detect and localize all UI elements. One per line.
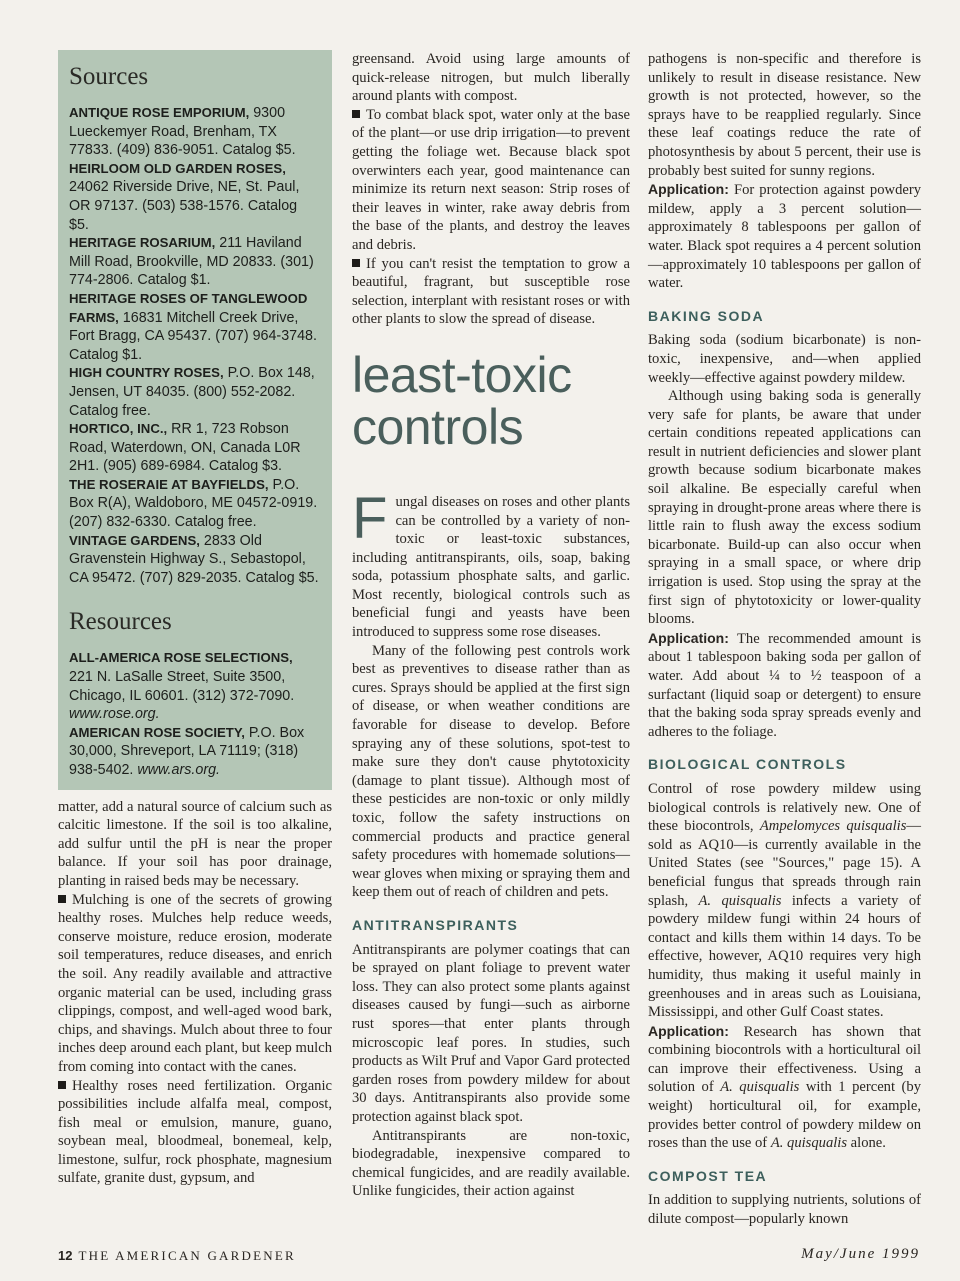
source-entry: [69, 104, 320, 160]
resource-name: AMERICAN ROSE SOCIETY,: [69, 724, 245, 740]
paragraph-text: Healthy roses need fertilization. Organic possibilities include alfalfa meal, compost, fish meal or emulsion, manure, guano, soybean meal, bloodmeal, bonemeal, kelp, limestone, sulfur, rock phosphate, magnesium sulfate, granite dust, gypsum, and: [58, 1077, 332, 1187]
source-name: HERITAGE ROSES OF TANGLEWOOD FARMS,: [69, 290, 308, 325]
resource-details: P.O. Box 30,000, Shreveport, LA 71119; (318) 938-5402.: [69, 724, 305, 778]
column-3: [648, 50, 921, 1229]
body-paragraph: [352, 106, 630, 255]
source-entry: [69, 532, 320, 588]
sources-heading: Sources: [69, 63, 149, 90]
source-name: VINTAGE GARDENS,: [69, 532, 200, 548]
fraction: ¼: [768, 668, 780, 684]
resource-entry: [69, 724, 320, 780]
resource-name: ALL-AMERICA ROSE SELECTIONS,: [69, 650, 293, 666]
article-title-line: least-toxic: [352, 346, 572, 403]
resource-url: www.ars.org.: [137, 762, 221, 778]
paragraph-text: teaspoon of a surfactant (liquid soap or detergent) to ensure that the baking soda spray spreads evenly and adheres to the foliage.: [648, 668, 921, 740]
body-paragraph: [648, 629, 921, 742]
paragraph-text: Control of rose powdery mildew using biological controls is relatively new. One of these biocontrols,: [648, 780, 921, 835]
body-paragraph: [58, 1077, 332, 1189]
paragraph-text: If you can't resist the temptation to grow a beautiful, fragrant, but susceptible rose selection, interplant with resistant roses or with other plants to slow the spread of disease.: [352, 255, 630, 328]
species-name: A. quisqualis: [698, 892, 782, 909]
source-name: ANTIQUE ROSE EMPORIUM,: [69, 105, 250, 120]
body-paragraph: matter, add a natural source of calcium such as calcitic limestone. If the soil is too alkaline, add sulfur until the pH is near the proper balance. If your soil has poor drainage, planting in raised beds may be necessary.: [58, 798, 332, 889]
source-details: RR 1, 723 Robson Road, Waterdown, ON, Canada L0R 2H1. (905) 689-6984. Catalog $3.: [69, 421, 301, 475]
paragraph-text: alone.: [847, 1135, 886, 1152]
paragraph-text: The recommended amount is about 1 tablespoon baking soda per gallon of water. Add about: [648, 630, 921, 684]
resource-url: www.rose.org.: [69, 706, 160, 723]
body-paragraph: In addition to supplying nutrients, solutions of dilute compost—popularly known: [648, 1192, 921, 1228]
body-paragraph: Antitranspirants are polymer coatings that can be sprayed on plant foliage to prevent water loss. They can also protect some plants against diseases caused by fungi—such as airborne rust spores—that enter plants through microscopic leaf pores. In studies, such products as Wilt Pruf and Vapor Gard protected garden roses from powdery mildew for about 30 days. Antitranspirants also provide some protection against black spot.: [352, 941, 630, 1125]
body-paragraph: [648, 780, 921, 1022]
body-paragraph: Antitranspirants are non-toxic, biodegradable, inexpensive compared to chemical fungicides, and are readily available. Unlike fungicides, their action against: [352, 1127, 630, 1200]
fraction: ½: [810, 668, 822, 684]
bullet-icon: [58, 895, 66, 903]
resource-entry: [69, 649, 320, 723]
species-name: A. quisqualis: [770, 1135, 848, 1152]
source-details: P.O. Box R(A), Waldoboro, ME 04572-0919. (207) 832-6330. Catalog free.: [69, 476, 318, 531]
source-name: HIGH COUNTRY ROSES,: [69, 365, 224, 381]
column-1: [58, 50, 332, 1188]
source-entry: [69, 364, 320, 420]
paragraph-text: —sold as AQ10—is currently available in the United States (see "Sources," page 15). A beneficial fungus that spreads through rain splash,: [648, 818, 921, 909]
section-heading: BIOLOGICAL CONTROLS: [648, 756, 847, 773]
source-entry: [69, 290, 320, 364]
resource-details: 221 N. LaSalle Street, Suite 3500, Chicago, IL 60601. (312) 372-7090.: [69, 669, 295, 704]
species-name: Ampelomyces quisqualis: [759, 818, 907, 835]
article-title: [352, 346, 630, 455]
paragraph-text: For protection against powdery mildew, apply a 3 percent solution—approximately 8 tablespoons per gallon of water. Black spot requires a 4 percent solution—approximately 10 tablespoons per gallon of water.: [648, 182, 921, 292]
publication-name: THE AMERICAN GARDENER: [78, 1248, 296, 1263]
source-entry: [69, 420, 320, 476]
section-heading: COMPOST TEA: [648, 1167, 768, 1184]
body-paragraph: Many of the following pest controls work best as preventives to disease rather than as cures. Sprays should be applied at the first sign of disease, or when weather conditions are favorable for disease to develop. Before spraying any of these solutions, spot-test to make sure they don't cause phytotoxicity (damage to plant tissue). Although most of these pesticides are non-toxic or only mildly toxic, follow the safety instructions on commercial products and practice general safety procedures with homemade solutions—wear gloves when mixing or spraying them and keep them out of reach of children and pets.: [352, 642, 630, 901]
paragraph-text: To combat black spot, water only at the base of the plant—or use drip irrigation—to prevent getting the foliage wet. Because black spot overwinters each year, good maintenance can minimize its return next season: Strip roses of their leaves in winter, rake away debris from the base of the plants, and destroy the leaves and debris.: [352, 106, 630, 253]
paragraph-text: with 1 percent (by weight) horticultural oil, for example, provides better control of powdery mildew on roses than the use of: [648, 1079, 922, 1152]
species-name: A. quisqualis: [720, 1079, 800, 1096]
source-details: 16831 Mitchell Creek Drive, Fort Bragg, CA 95437. (707) 964-3748. Catalog $1.: [69, 309, 317, 363]
page-footer-left: [58, 1248, 296, 1264]
body-paragraph: Baking soda (sodium bicarbonate) is non-toxic, inexpensive, and—when applied weekly—effective against powdery mildew.: [648, 332, 921, 386]
source-entry: [69, 160, 320, 234]
column-2: [352, 50, 630, 1201]
paragraph-text: to: [779, 668, 811, 684]
sources-sidebar: [58, 50, 332, 790]
source-details: P.O. Box 148, Jensen, UT 84035. (800) 552-2082. Catalog free.: [69, 365, 315, 419]
body-paragraph: [58, 891, 332, 1077]
paragraph-text: Research has shown that combining biocontrols with a horticultural oil can improve their effectiveness. Using a solution of: [648, 1023, 921, 1096]
source-entry: [69, 234, 320, 290]
section-heading: ANTITRANSPIRANTS: [352, 916, 519, 933]
bullet-icon: [58, 1081, 66, 1089]
source-details: 24062 Riverside Drive, NE, St. Paul, OR 97137. (503) 538-1576. Catalog $5.: [69, 179, 300, 233]
source-name: HEIRLOOM OLD GARDEN ROSES,: [69, 160, 286, 176]
body-paragraph: pathogens is non-specific and therefore is unlikely to result in disease resistance. New growth is not protected, however, so the sprays have to be reapplied regularly. Since these leaf coatings reduce the rate of photosynthesis by about 5 percent, their use is probably best suited for sunny regions.: [648, 51, 921, 179]
source-entry: [69, 476, 320, 532]
body-paragraph: [352, 255, 630, 329]
section-heading: BAKING SODA: [648, 307, 765, 324]
source-name: HORTICO, INC.,: [69, 421, 168, 437]
paragraph-text: Mulching is one of the secrets of growing healthy roses. Mulches help reduce weeds, conserve moisture, reduce erosion, moderate soil temperatures, reduce diseases, and enrich the soil. Any readily available and attractive organic material can be used, including grass clippings, compost, and well-aged wood bark, chips, and shavings. Mulch about three to four inches deep around each plant, but keep mulch from coming into contact with the canes.: [58, 891, 332, 1075]
page-number: 12: [58, 1248, 73, 1263]
bullet-icon: [352, 259, 360, 267]
paragraph-text: infects a variety of powdery mildew fungi within 24 hours of contact and kills them within 14 days. To be effective, however, AQ10 requires very high humidity, thus making it useful mainly in greenhouses and in areas such as Louisiana, Mississippi, and other Gulf Coast states.: [648, 892, 922, 1021]
article-title-line: controls: [352, 398, 524, 455]
body-paragraph: [648, 180, 921, 293]
source-details: 9300 Lueckemyer Road, Brenham, TX 77833. (409) 836-9051. Catalog $5.: [69, 105, 296, 159]
drop-cap: F: [352, 485, 388, 551]
issue-date: May/June 1999: [801, 1246, 920, 1262]
body-paragraph: greensand. Avoid using large amounts of quick-release nitrogen, but mulch liberally around plants with compost.: [352, 51, 630, 105]
application-label: Application:: [648, 629, 729, 646]
resources-heading: Resources: [69, 608, 172, 636]
body-paragraph: Although using baking soda is generally very safe for plants, be aware that under certain conditions repeated applications can result in nutrient deficiencies and slower plant growth because sodium bicarbonate makes soil alkaline. Be especially careful when spraying in drought-prone areas where there is little rain to flush away the excess sodium bicarbonate. Build-up can also occur when spraying in a small space, or where drip irrigation is used. Stop using the spray at the first sign of phytotoxicity or lower-quality blooms.: [648, 388, 921, 628]
body-paragraph: [352, 485, 630, 642]
bullet-icon: [352, 110, 360, 118]
source-name: HERITAGE ROSARIUM,: [69, 235, 216, 251]
application-label: Application:: [648, 1022, 729, 1039]
body-paragraph: [648, 1022, 921, 1153]
paragraph-text: ungal diseases on roses and other plants can be controlled by a variety of non-toxic or least-toxic substances, including antitranspirants, oils, soap, baking soda, potassium phosphate salts, and garlic. Most recently, biological controls such as beneficial fungi and yeasts have been introduced to suppress some rose diseases.: [352, 493, 630, 641]
application-label: Application:: [648, 181, 729, 198]
source-details: 2833 Old Gravenstein Highway S., Sebastopol, CA 95472. (707) 829-2035. Catalog $5.: [69, 532, 319, 586]
source-details: 211 Haviland Mill Road, Brookville, MD 20833. (301) 774-2806. Catalog $1.: [69, 235, 314, 289]
source-name: THE ROSERAIE AT BAYFIELDS,: [69, 476, 269, 492]
